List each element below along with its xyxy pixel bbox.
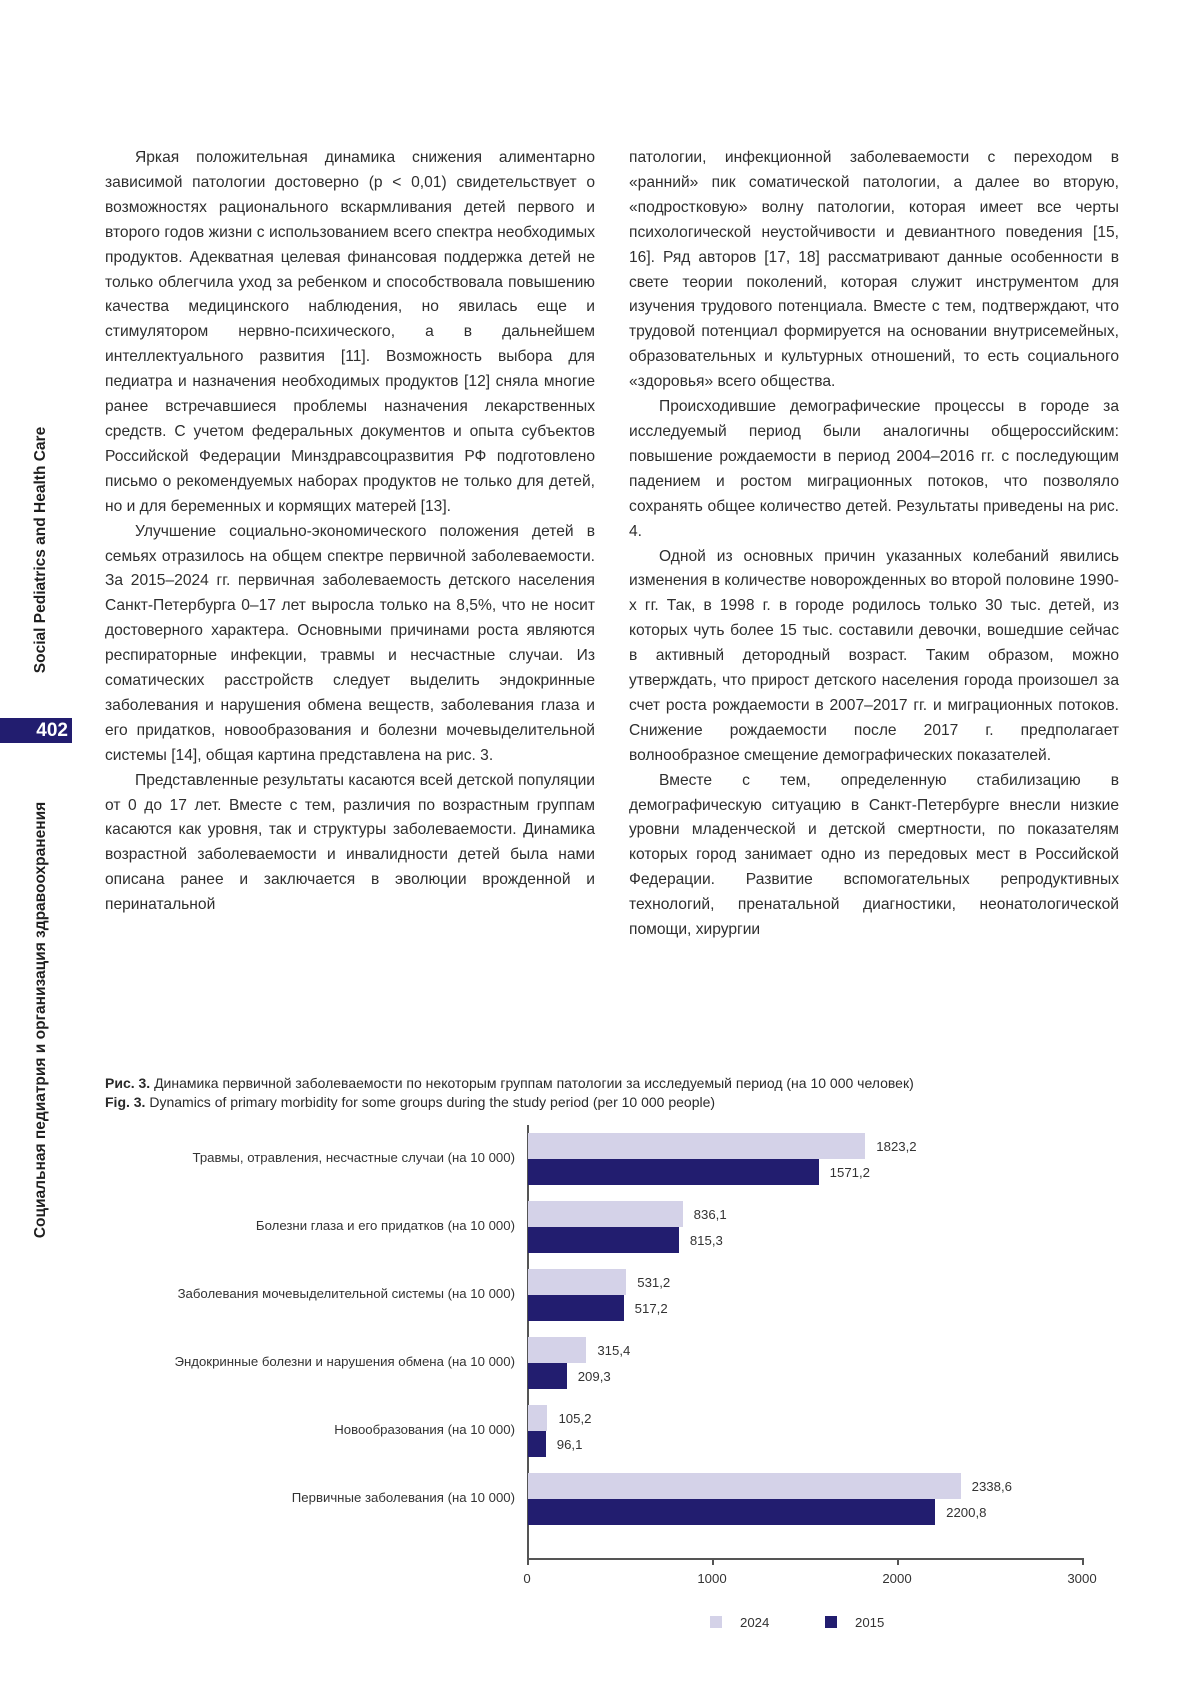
figure-caption: [105, 1074, 1105, 1112]
category-label: Новообразования (на 10 000): [334, 1422, 515, 1437]
legend-label: 2015: [855, 1615, 885, 1630]
paragraph: Улучшение социально-экономического положения детей в семьях отразилось на общем спектре первичной заболеваемости. За 2015–2024 гг. первичная заболеваемость детского населения Санкт-Петербурга 0–17 лет выросла только на 8,5%, что не носит достоверного характера. Основными причинами роста являются респираторные инфекции, травмы и несчастные случаи. Из соматических расстройств следует выделить эндокринные заболевания и нарушения обмена веществ, заболевания глаза и его придатков, новообразования и болезни мочевыделительной системы [14], общая картина представлена на рис. 3.: [105, 522, 595, 764]
bar-2024: [528, 1337, 586, 1363]
paragraph: Представленные результаты касаются всей детской популяции от 0 до 17 лет. Вместе с тем, различия по возрастным группам касаются как уровня, так и структуры заболеваемости. Динамика возрастной заболеваемости и инвалидности детей была нами описана ранее и заключается в эволюции врожденной и перинатальной: [105, 771, 595, 914]
paragraph: Происходившие демографические процессы в городе за исследуемый период были аналогичны общероссийским: повышение рождаемости в период 2004–2016 гг. с последующим падением и ростом миграционных потоков, что позволяло сохранять общее количество детей. Результаты приведены на рис. 4.: [629, 398, 1119, 540]
caption-en: [105, 1093, 1105, 1112]
category-label: Заболевания мочевыделительной системы (на 10 000): [177, 1286, 515, 1301]
caption-ru: [105, 1074, 1105, 1093]
page-number: 402: [0, 718, 72, 743]
bar-2015: [528, 1227, 679, 1253]
caption-en-label: Fig. 3.: [105, 1094, 146, 1110]
category-label: Травмы, отравления, несчастные случаи (на 10 000): [192, 1150, 515, 1165]
bar-value-label: 517,2: [634, 1301, 668, 1316]
legend-item-2024: [710, 1615, 769, 1630]
bar-value-label: 209,3: [577, 1369, 611, 1384]
category-label: Первичные заболевания (на 10 000): [291, 1490, 515, 1505]
journal-title-ru: Социальная педиатрия и организация здравоохранения: [32, 801, 49, 1239]
paragraph: патологии, инфекционной заболеваемости с переходом в «ранний» пик соматической патологии, а далее во вторую, «подростковую» волну патологии, которая имеет все черты психологической неустойчивости и девиантного поведения [15, 16]. Ряд авторов [17, 18] рассматривают данные особенности в свете теории поколений, которая служит инструментом для изучения трудового потенциала. Вместе с тем, подтверждают, что трудовой потенциал формируется на основании внутрисемейных, образовательных и культурных отношений, то есть социального «здоровья» всего общества.: [629, 149, 1119, 391]
legend-swatch-icon: [825, 1616, 837, 1628]
x-tick: [897, 1558, 899, 1565]
paragraph: Яркая положительная динамика снижения алиментарно зависимой патологии достоверно (p < 0,01) свидетельствует о возможностях рационального вскармливания детей первого и второго годов жизни с использованием всего спектра необходимых продуктов. Адекватная целевая финансовая поддержка детей не только облегчила уход за ребенком и способствовала повышению качества медицинского наблюдения, но явилась еще и стимулятором нервно-психического, а в дальнейшем интеллектуального развития [11]. Возможность выбора для педиатра и назначения необходимых продуктов [12] сняла многие ранее встречавшиеся проблемы назначения лекарственных средств. С учетом федеральных документов и опыта субъектов Российской Федерации Минздравсоцразвития РФ подготовлено письмо о рекомендуемых наборах продуктов не только для детей, но и для беременных и кормящих матерей [13].: [105, 149, 595, 515]
bar-2024: [528, 1133, 865, 1159]
bar-value-label: 315,4: [597, 1343, 631, 1358]
left-text-column: [105, 146, 595, 918]
bar-2024: [528, 1473, 961, 1499]
bar-chart: [105, 1125, 1105, 1645]
bar-2015: [528, 1295, 624, 1321]
legend-label: 2024: [740, 1615, 770, 1630]
legend-swatch-icon: [710, 1616, 722, 1628]
running-head-journal-ru: [26, 760, 56, 1280]
bar-value-label: 836,1: [693, 1207, 727, 1222]
x-tick: [712, 1558, 714, 1565]
x-tick-label: 1000: [697, 1571, 727, 1586]
bar-2024: [528, 1405, 547, 1431]
bar-2024: [528, 1201, 683, 1227]
bar-2015: [528, 1499, 935, 1525]
caption-ru-label: Рис. 3.: [105, 1075, 151, 1091]
right-text-column: [629, 146, 1119, 943]
x-tick-label: 0: [523, 1571, 531, 1586]
category-label: Эндокринные болезни и нарушения обмена (на 10 000): [174, 1354, 515, 1369]
plot-area: [523, 1125, 1097, 1586]
bar-2015: [528, 1431, 546, 1457]
x-tick: [527, 1558, 529, 1565]
bar-value-label: 1823,2: [876, 1139, 917, 1154]
bar-value-label: 815,3: [689, 1233, 723, 1248]
bar-value-label: 105,2: [558, 1411, 592, 1426]
paragraph: Вместе с тем, определенную стабилизацию в демографическую ситуацию в Санкт-Петербурге внесли низкие уровни младенческой и детской смертности, по показателям которых город занимает одно из передовых мест в Российской Федерации. Развитие вспомогательных репродуктивных технологий, пренатальной диагностики, неонатологической помощи, хирургии: [629, 771, 1119, 939]
category-label: Болезни глаза и его придатков (на 10 000): [255, 1218, 515, 1233]
category-labels: [105, 1125, 515, 1545]
bar-2015: [528, 1159, 819, 1185]
caption-en-text: Dynamics of primary morbidity for some groups during the study period (per 10 000 people): [145, 1094, 716, 1110]
caption-ru-text: Динамика первичной заболеваемости по некоторым группам патологии за исследуемый период (на 10 000 человек): [150, 1075, 914, 1091]
bar-2015: [528, 1363, 567, 1389]
paragraph: Одной из основных причин указанных колебаний явились изменения в количестве новорожденных во второй половине 1990-х гг. Так, в 1998 г. в городе родилось только 30 тыс. детей, из которых чуть более 15 тыс. составили девочки, вошедшие сейчас в активный детородный возраст. Таким образом, можно утверждать, что прирост детского населения города произошел за счет роста рождаемости в 2007–2017 гг. и миграционных потоков. Снижение рождаемости после 2017 г. предполагает волнообразное смещение демографических показателей.: [629, 547, 1119, 764]
x-tick: [1082, 1558, 1084, 1565]
legend-item-2015: [825, 1615, 884, 1630]
x-axis-line: [527, 1558, 1082, 1560]
bar-value-label: 531,2: [637, 1275, 671, 1290]
bar-value-label: 1571,2: [829, 1165, 871, 1180]
running-head-journal-en: [26, 405, 56, 695]
journal-title-en: Social Pediatrics and Health Care: [32, 426, 49, 674]
x-tick-label: 3000: [1067, 1571, 1097, 1586]
bar-value-label: 96,1: [556, 1437, 583, 1452]
bar-value-label: 2200,8: [946, 1505, 987, 1520]
bar-value-label: 2338,6: [971, 1479, 1012, 1494]
x-tick-label: 2000: [882, 1571, 912, 1586]
bar-2024: [528, 1269, 626, 1295]
